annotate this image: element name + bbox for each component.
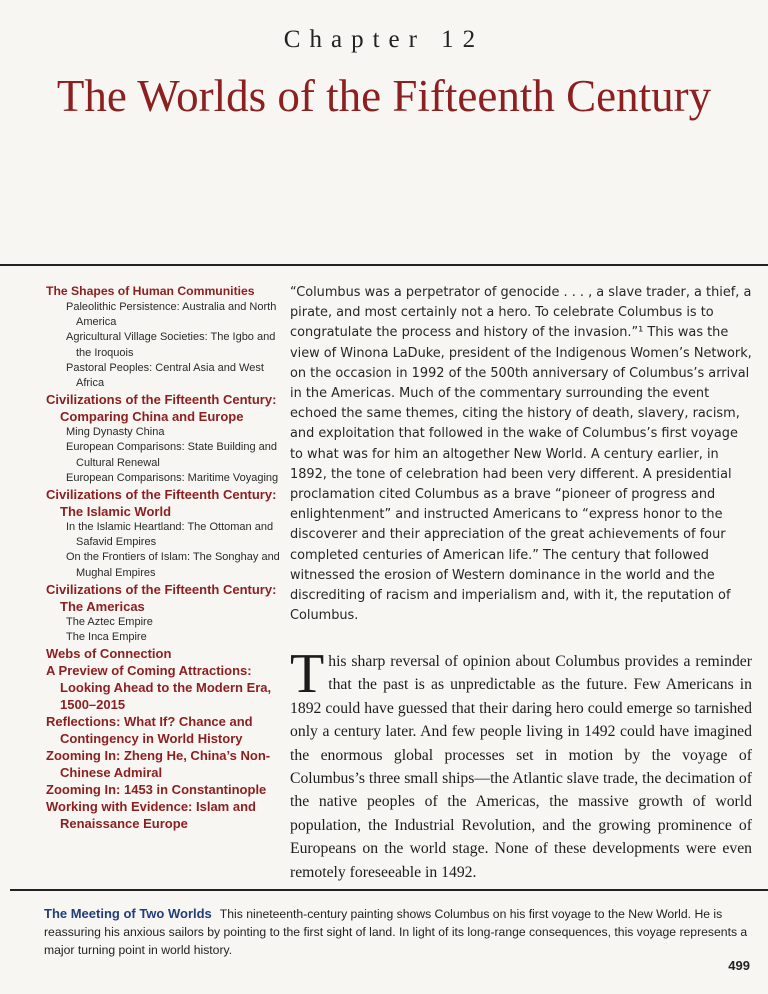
toc-subsection: In the Islamic Heartland: The Ottoman and Safavid Empires	[66, 521, 274, 549]
caption-text: This nineteenth-century painting shows Columbus on his first voyage to the New World. He is reassuring his anxious sailors by pointing to the first sight of land. In light of its long-range consequences, this voyage represents a major turning point in world history.	[44, 907, 748, 957]
top-divider	[0, 264, 768, 266]
toc-section: Civilizations of the Fifteenth Century: The Islamic World	[46, 487, 277, 520]
toc-section: A Preview of Coming Attractions: Looking Ahead to the Modern Era, 1500–2015	[46, 663, 272, 713]
toc-section: Webs of Connection	[46, 646, 172, 662]
bottom-divider	[10, 889, 768, 891]
page-number: 499	[728, 958, 750, 973]
toc-subsection: Pastoral Peoples: Central Asia and West Africa	[66, 361, 264, 390]
toc-subsection: Agricultural Village Societies: The Igbo and the Iroquois	[66, 331, 276, 359]
toc-subsection: The Aztec Empire	[66, 615, 153, 628]
chapter-outline	[46, 283, 286, 832]
body-text: his sharp reversal of opinion about Columbus provides a reminder that the past is as unpredictable as the future. Few Americans in 1892 could have guessed that their daring hero could emerge so tarnished only a century later. And few people living in 1492 could have imagined the enormous global processes set in motion by the voyage of Columbus’s three small ships—the Atlantic slave trade, the decimation of the native peoples of the Americas, the massive growth of world population, the Industrial Revolution, and the growing prominence of Europeans on the world stage. None of these developments were even remotely foreseeable in 1492.	[290, 653, 752, 881]
toc-subsection: Ming Dynasty China	[66, 426, 165, 439]
caption-title: The Meeting of Two Worlds	[44, 906, 212, 921]
toc-section: Zooming In: 1453 in Constantinople	[46, 782, 267, 798]
toc-subsection: European Comparisons: State Building and Cultural Renewal	[66, 441, 277, 469]
toc-section: Zooming In: Zheng He, China’s Non-Chinese Admiral	[46, 748, 271, 781]
toc-subsection: On the Frontiers of Islam: The Songhay and Mughal Empires	[66, 551, 280, 579]
chapter-title: The Worlds of the Fifteenth Century	[56, 71, 712, 121]
toc-subsection: European Comparisons: Maritime Voyaging	[66, 471, 279, 484]
figure-caption	[44, 905, 759, 959]
drop-cap: T	[290, 643, 325, 705]
toc-section: Civilizations of the Fifteenth Century: Comparing China and Europe	[46, 392, 277, 425]
toc-section: Working with Evidence: Islam and Renaissance Europe	[46, 799, 256, 832]
chapter-label: Chapter 12	[283, 26, 485, 53]
toc-subsection: The Inca Empire	[66, 631, 147, 644]
body-paragraph	[290, 643, 752, 884]
toc-section: Civilizations of the Fifteenth Century: The Americas	[46, 581, 277, 614]
intro-paragraph: “Columbus was a perpetrator of genocide . . . , a slave trader, a thief, a pirate, and most certainly not a hero. To celebrate Columbus is to congratulate the process and history of the invasion.”¹ This was the view of Winona LaDuke, president of the Indigenous Women’s Network, on the occasion in 1992 of the 500th anniversary of Columbus’s arrival in the Americas. Much of the commentary surrounding the event echoed the same themes, citing the history of death, slavery, racism, and exploitation that followed in the wake of Columbus’s first voyage to what was for him an altogether New World. A century earlier, in 1892, the tone of celebration had been very different. A presidential proclamation cited Columbus as a brave “pioneer of progress and enlightenment” and instructed Americans to “express honor to the discoverer and their appreciation of the great achievements of four completed centuries of American life.” The century that followed witnessed the erosion of Western dominance in the world and the discrediting of racism and imperialism and, with it, the reputation of Columbus.	[290, 285, 752, 624]
toc-section: Reflections: What If? Chance and Contingency in World History	[46, 714, 253, 747]
toc-section: The Shapes of Human Communities	[46, 284, 255, 298]
toc-subsection: Paleolithic Persistence: Australia and North America	[66, 301, 277, 329]
